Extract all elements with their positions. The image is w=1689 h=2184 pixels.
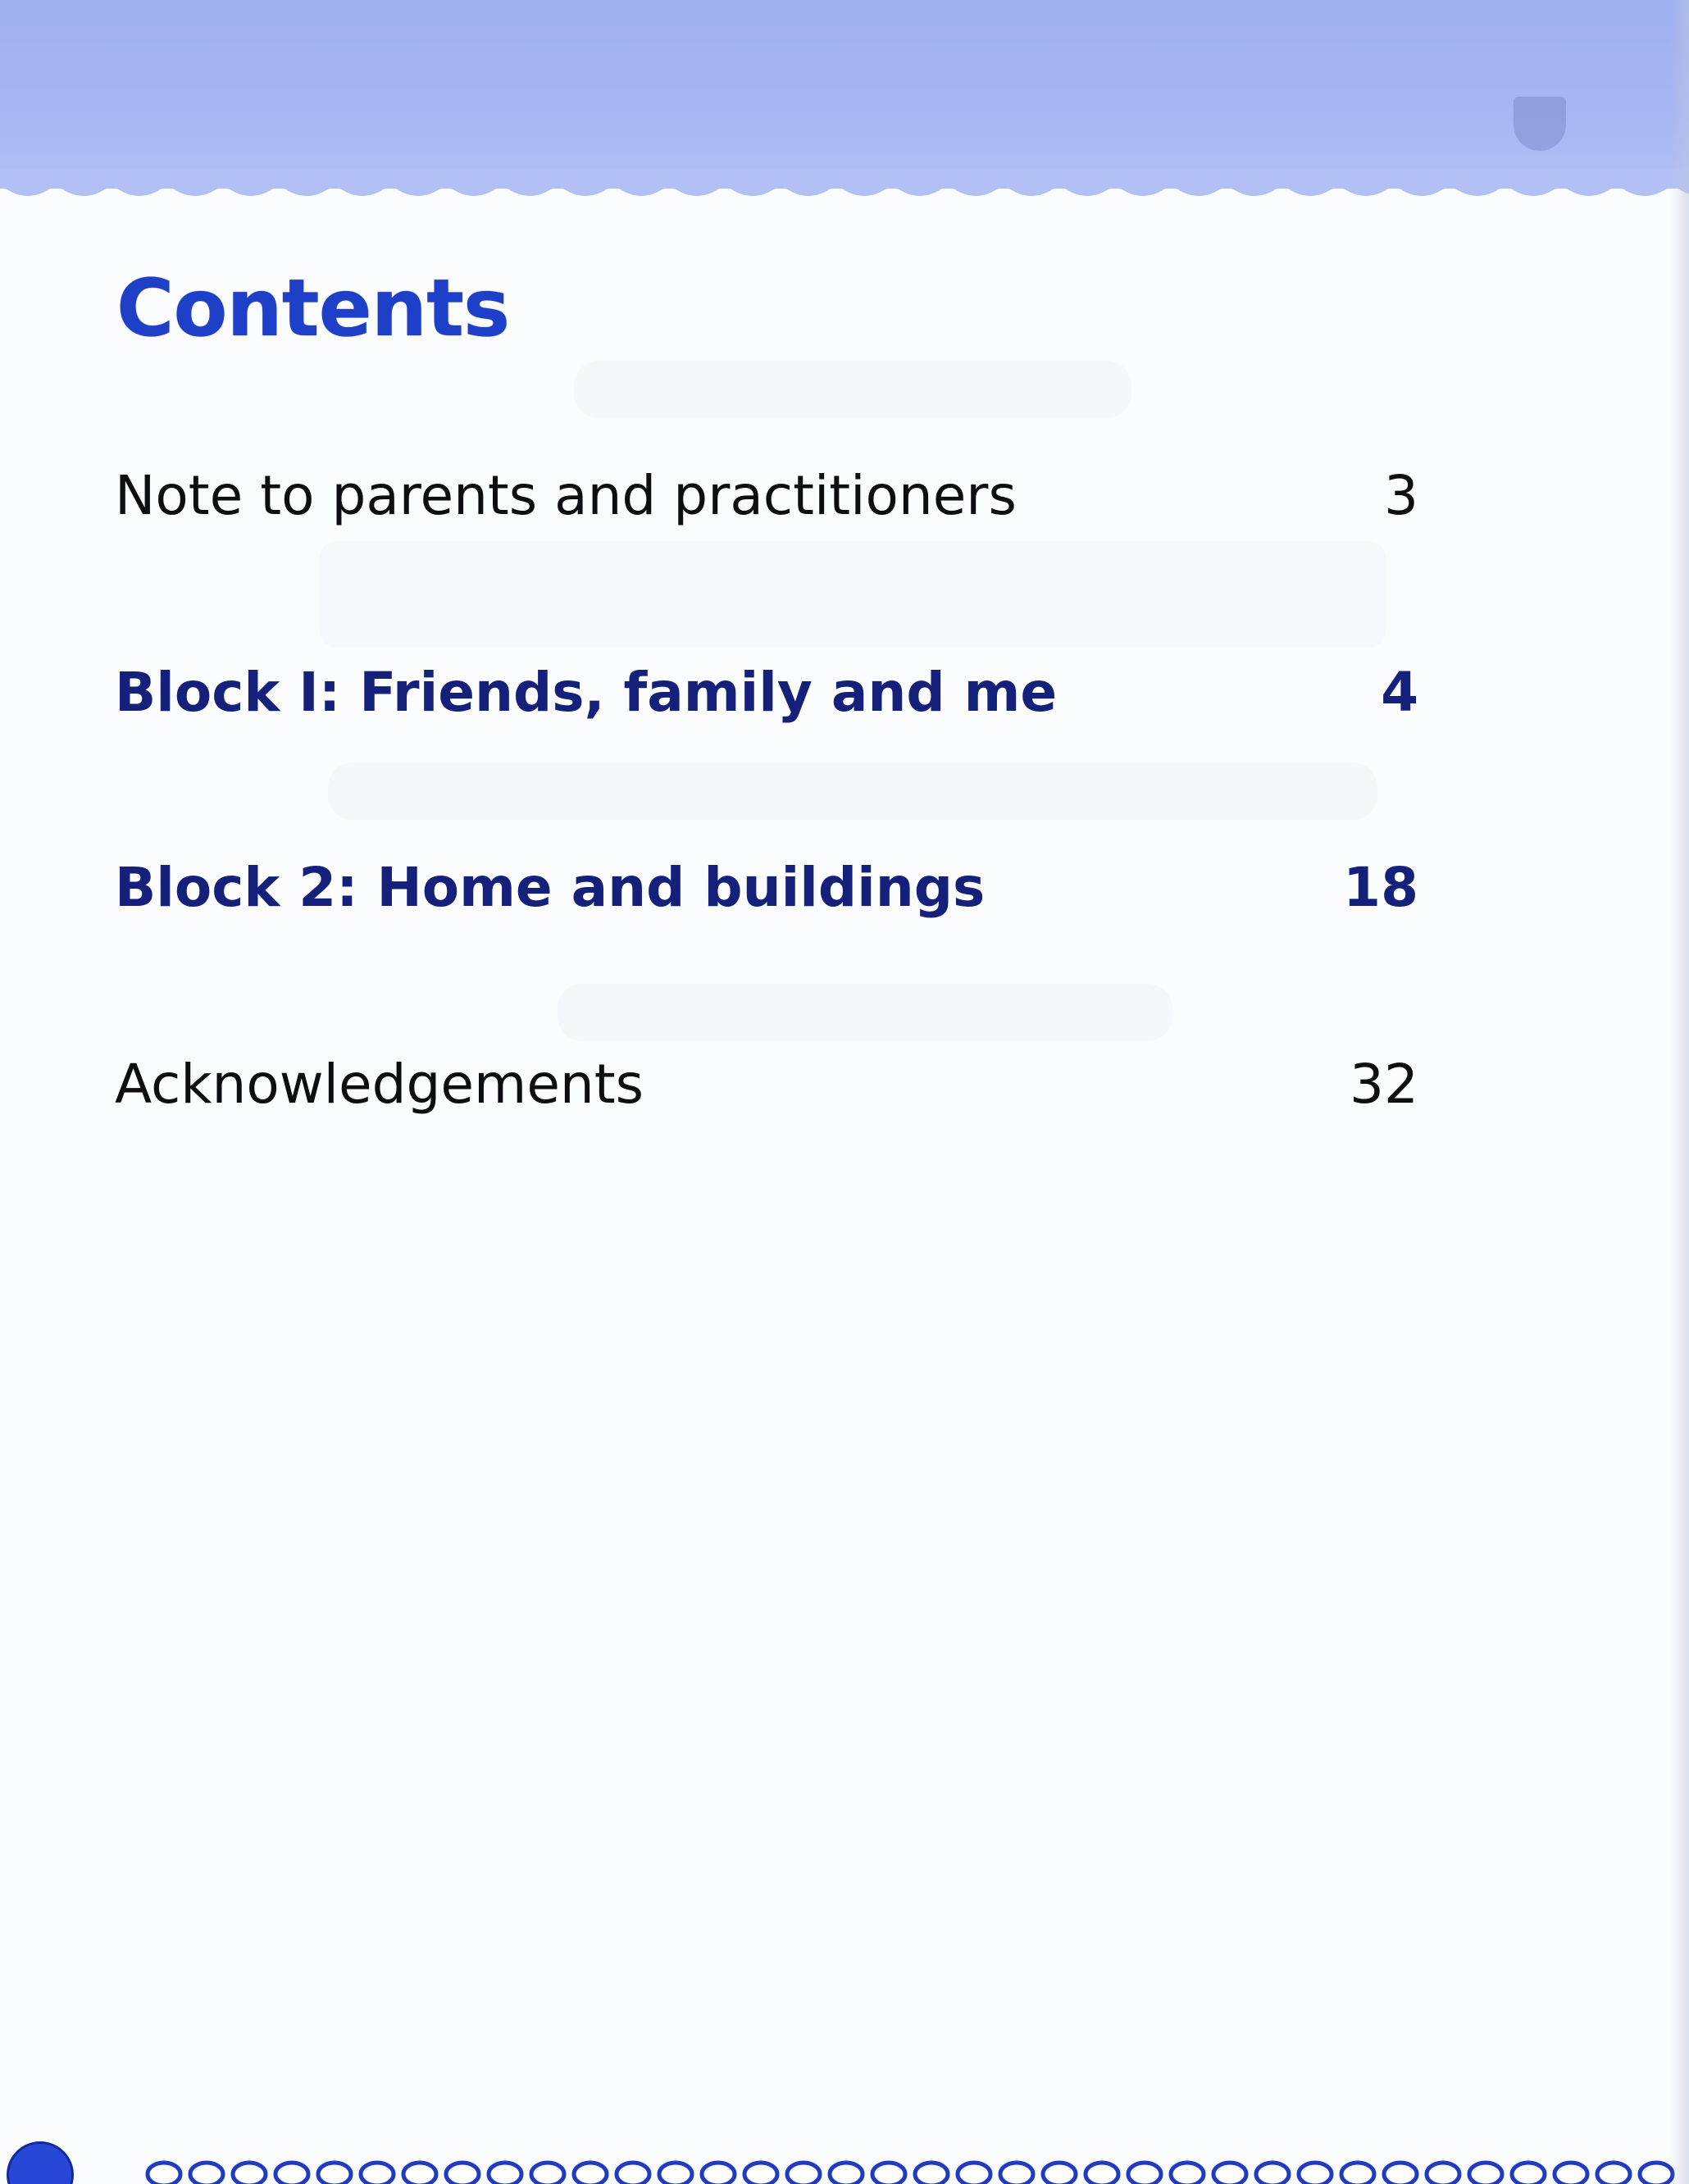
scallop-dot xyxy=(1043,2163,1076,2184)
scallop-dot xyxy=(1427,2163,1459,2184)
toc-entry-block-2[interactable] xyxy=(115,851,1418,925)
scallop-dot xyxy=(1171,2163,1204,2184)
header-wave-edge xyxy=(0,168,1689,217)
toc-entry-acknowledgements[interactable] xyxy=(115,1048,1418,1122)
showthrough-band-3 xyxy=(328,762,1377,820)
page-edge-shadow xyxy=(1671,0,1689,2184)
scallop-dot xyxy=(489,2163,521,2184)
scallop-dot xyxy=(1256,2163,1289,2184)
scallop-dot xyxy=(1000,2163,1033,2184)
scallop-dot xyxy=(148,2163,180,2184)
scallop-dot xyxy=(1555,2163,1587,2184)
scallop-dot xyxy=(872,2163,905,2184)
scallop-dot xyxy=(1512,2163,1545,2184)
toc-entry-label: Block 2: Home and buildings xyxy=(115,856,986,919)
toc-entry-label: Note to parents and practitioners xyxy=(115,464,1017,527)
showthrough-band-2 xyxy=(320,541,1386,648)
toc-entry-page-number: 18 xyxy=(1343,856,1418,919)
toc-entry-page-number: 4 xyxy=(1381,661,1418,724)
scallop-dot xyxy=(531,2163,564,2184)
toc-entry-label: Block I: Friends, family and me xyxy=(115,661,1058,724)
scallop-dot xyxy=(403,2163,436,2184)
showthrough-band-4 xyxy=(558,984,1172,1041)
scallop-dot xyxy=(958,2163,990,2184)
scallop-dot xyxy=(659,2163,692,2184)
scallop-dot xyxy=(361,2163,394,2184)
toc-entry-page-number: 32 xyxy=(1350,1053,1418,1116)
scallop-dot xyxy=(233,2163,266,2184)
scallop-dot xyxy=(787,2163,820,2184)
scallop-dot xyxy=(1384,2163,1417,2184)
scallop-dot xyxy=(1341,2163,1374,2184)
scallop-dot xyxy=(318,2163,351,2184)
scallop-dot xyxy=(1640,2163,1673,2184)
scallop-dot xyxy=(1597,2163,1630,2184)
scallop-dot xyxy=(275,2163,308,2184)
scallop-dot xyxy=(915,2163,948,2184)
scallop-dot xyxy=(1128,2163,1161,2184)
shield-icon xyxy=(1514,97,1566,151)
scallop-dot xyxy=(1469,2163,1502,2184)
toc-entry-page-number: 3 xyxy=(1384,464,1418,527)
scallop-dot xyxy=(617,2163,649,2184)
bottom-scallop-border xyxy=(0,2132,1689,2184)
scallop-dot xyxy=(1086,2163,1118,2184)
scallop-dot xyxy=(190,2163,223,2184)
toc-entry-note-to-parents[interactable] xyxy=(115,459,1418,533)
toc-entry-block-1[interactable] xyxy=(115,656,1418,730)
scallop-dot xyxy=(1299,2163,1332,2184)
publisher-logo-showthrough xyxy=(1205,90,1566,156)
toc-entry-label: Acknowledgements xyxy=(115,1053,644,1116)
scallop-dot xyxy=(702,2163,735,2184)
scallop-dot xyxy=(574,2163,607,2184)
scallop-dot xyxy=(830,2163,863,2184)
showthrough-band-1 xyxy=(574,361,1131,418)
page-title: Contents xyxy=(116,262,510,354)
scallop-dot xyxy=(744,2163,777,2184)
scallop-dot xyxy=(446,2163,479,2184)
scallop-dot xyxy=(1213,2163,1246,2184)
